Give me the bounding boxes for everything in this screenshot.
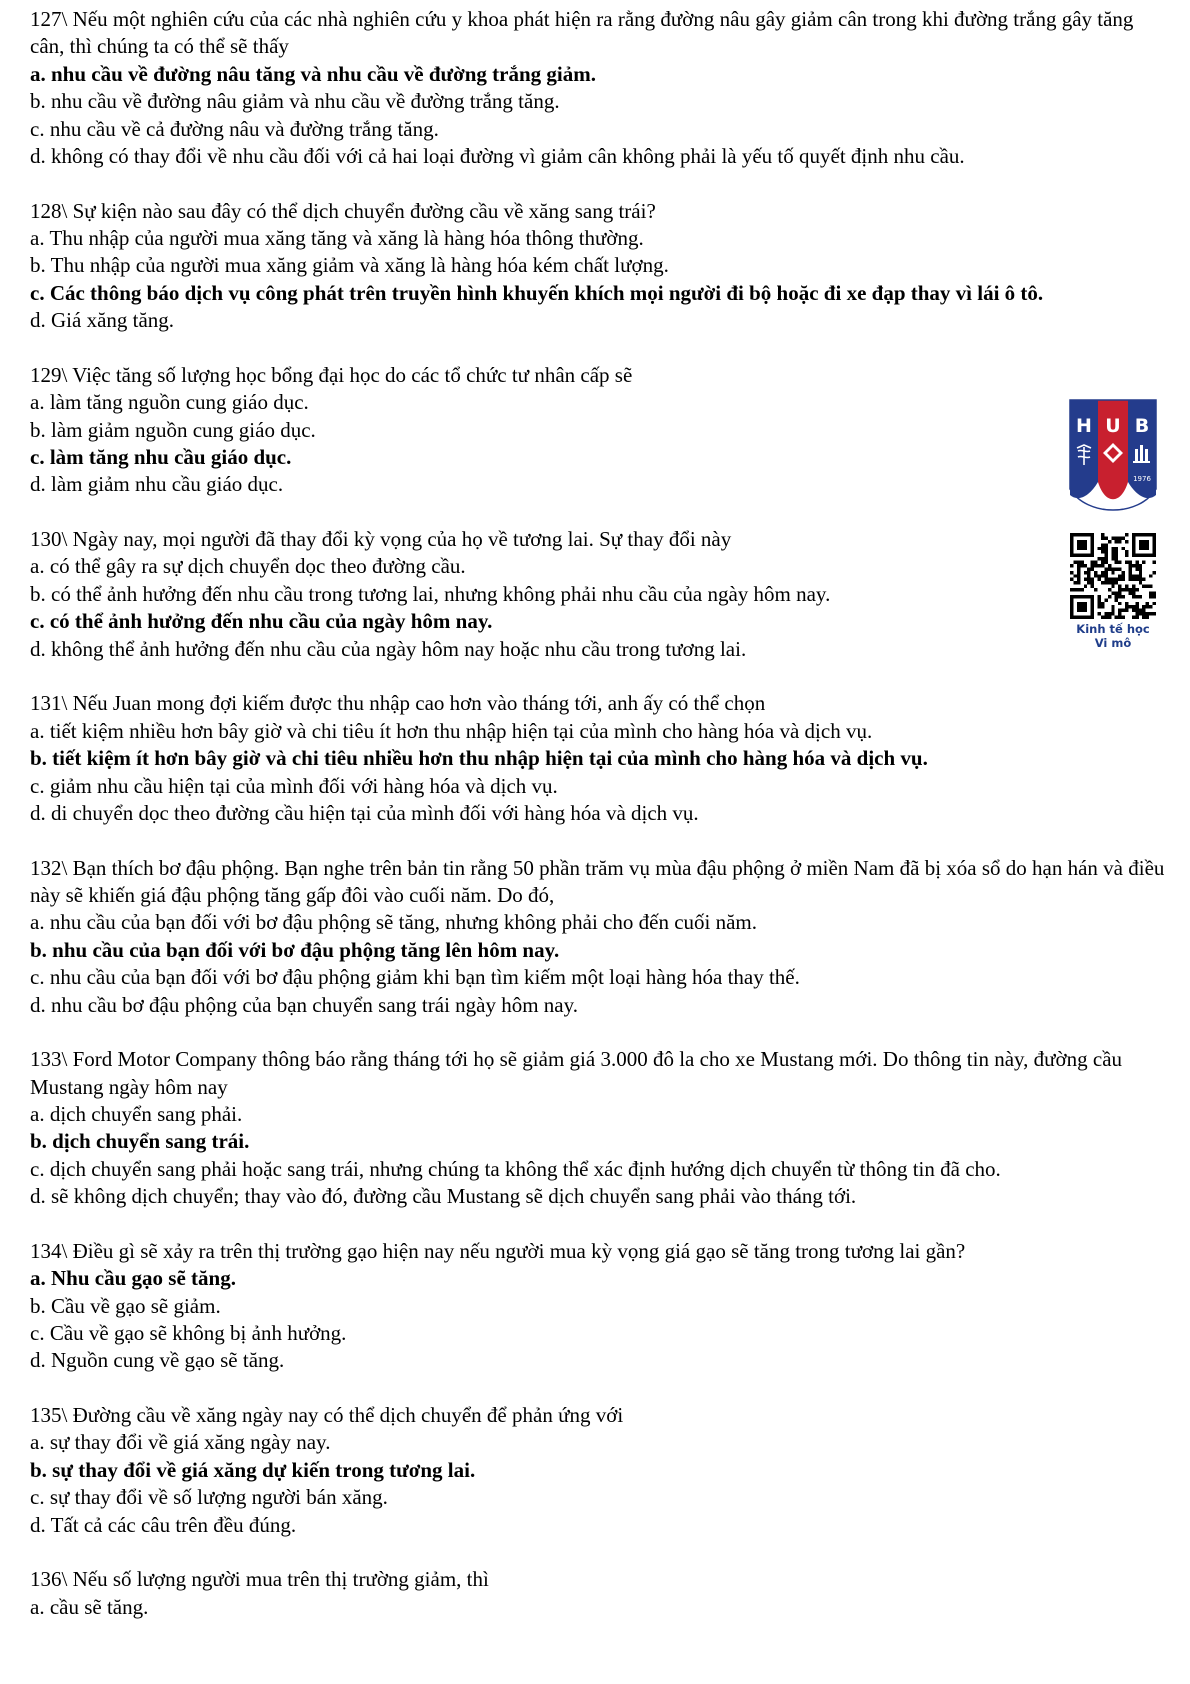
- answer-option: a. làm tăng nguồn cung giáo dục.: [30, 390, 309, 415]
- answer-option-correct: b. dịch chuyển sang trái.: [30, 1129, 250, 1154]
- answer-option: d. di chuyển dọc theo đường cầu hiện tại của mình đối với hàng hóa và dịch vụ.: [30, 800, 699, 825]
- answer-option: c. nhu cầu về cả đường nâu và đường trắng tăng.: [30, 116, 439, 141]
- question-block: [30, 1402, 1170, 1539]
- answer-option: b. Cầu về gạo sẽ giảm.: [30, 1293, 221, 1318]
- document-body: [30, 6, 1170, 1648]
- qr-caption: [1060, 622, 1166, 650]
- answer-option: d. làm giảm nhu cầu giáo dục.: [30, 472, 284, 497]
- answer-option-correct: a. nhu cầu về đường nâu tăng và nhu cầu về đường trắng giảm.: [30, 61, 596, 86]
- question-stem: 128\ Sự kiện nào sau đây có thể dịch chuyển đường cầu về xăng sang trái?: [30, 198, 656, 223]
- answer-option: d. nhu cầu bơ đậu phộng của bạn chuyển sang trái ngày hôm nay.: [30, 992, 579, 1017]
- logo-letter-h: H: [1076, 415, 1092, 437]
- hub-shield-icon: [1069, 399, 1157, 525]
- answer-option: d. không thể ảnh hưởng đến nhu cầu của ngày hôm nay hoặc nhu cầu trong tương lai.: [30, 636, 747, 661]
- question-block: [30, 362, 1170, 499]
- answer-option: a. Thu nhập của người mua xăng tăng và xăng là hàng hóa thông thường.: [30, 226, 644, 251]
- question-block: [30, 855, 1170, 1019]
- qr-code: [1070, 533, 1156, 619]
- answer-option-correct: b. sự thay đổi về giá xăng dự kiến trong tương lai.: [30, 1457, 476, 1482]
- answer-option: d. không có thay đổi về nhu cầu đối với cả hai loại đường vì giảm cân không phải là yếu tố quyết định nhu cầu.: [30, 144, 965, 169]
- answer-option: d. sẽ không dịch chuyển; thay vào đó, đường cầu Mustang sẽ dịch chuyển sang phải vào tháng tới.: [30, 1184, 857, 1209]
- question-stem: 130\ Ngày nay, mọi người đã thay đổi kỳ vọng của họ về tương lai. Sự thay đổi này: [30, 527, 732, 552]
- question-stem: 135\ Đường cầu về xăng ngày nay có thể dịch chuyển để phản ứng với: [30, 1402, 624, 1427]
- question-stem: 133\ Ford Motor Company thông báo rằng tháng tới họ sẽ giảm giá 3.000 đô la cho xe Mustang mới. Do thông tin này, đường cầu Mustang ngày hôm nay: [30, 1047, 1123, 1099]
- answer-option-correct: c. làm tăng nhu cầu giáo dục.: [30, 445, 292, 470]
- answer-option-correct: c. Các thông báo dịch vụ công phát trên truyền hình khuyến khích mọi người đi bộ hoặc đi xe đạp thay vì lái ô tô.: [30, 280, 1044, 305]
- question-block: [30, 1566, 1170, 1621]
- answer-option: b. làm giảm nguồn cung giáo dục.: [30, 417, 316, 442]
- answer-option: c. dịch chuyển sang phải hoặc sang trái, nhưng chúng ta không thể xác định hướng dịch chuyển từ thông tin đã cho.: [30, 1156, 1001, 1181]
- answer-option: b. nhu cầu về đường nâu giảm và nhu cầu về đường trắng tăng.: [30, 89, 560, 114]
- question-block: [30, 198, 1170, 335]
- question-block: [30, 690, 1170, 827]
- answer-option: a. có thể gây ra sự dịch chuyển dọc theo đường cầu.: [30, 554, 466, 579]
- answer-option: a. tiết kiệm nhiều hơn bây giờ và chi tiêu ít hơn thu nhập hiện tại của mình cho hàng hóa và dịch vụ.: [30, 718, 873, 743]
- logo-year: 1976: [1133, 475, 1151, 483]
- answer-option: a. sự thay đổi về giá xăng ngày nay.: [30, 1430, 331, 1455]
- answer-option: c. giảm nhu cầu hiện tại của mình đối với hàng hóa và dịch vụ.: [30, 773, 558, 798]
- question-block: [30, 526, 1170, 663]
- qr-caption-line-1: Kinh tế học: [1076, 622, 1150, 636]
- answer-option: c. sự thay đổi về số lượng người bán xăng.: [30, 1485, 388, 1510]
- question-stem: 127\ Nếu một nghiên cứu của các nhà nghiên cứu y khoa phát hiện ra rằng đường nâu gây giảm cân trong khi đường trắng gây tăng cân, thì chúng ta có thể sẽ thấy: [30, 7, 1134, 59]
- answer-option: a. cầu sẽ tăng.: [30, 1594, 149, 1619]
- answer-option: a. nhu cầu của bạn đối với bơ đậu phộng sẽ tăng, nhưng không phải cho đến cuối năm.: [30, 910, 758, 935]
- hub-logo: [1069, 399, 1157, 525]
- answer-option: c. nhu cầu của bạn đối với bơ đậu phộng giảm khi bạn tìm kiếm một loại hàng hóa thay thế.: [30, 965, 800, 990]
- answer-option-correct: a. Nhu cầu gạo sẽ tăng.: [30, 1266, 236, 1291]
- answer-option-correct: b. tiết kiệm ít hơn bây giờ và chi tiêu nhiều hơn thu nhập hiện tại của mình cho hàng hóa và dịch vụ.: [30, 746, 928, 771]
- answer-option-correct: c. có thể ảnh hưởng đến nhu cầu của ngày hôm nay.: [30, 609, 493, 634]
- answer-option: b. có thể ảnh hưởng đến nhu cầu trong tương lai, nhưng không phải nhu cầu của ngày hôm nay.: [30, 581, 831, 606]
- answer-option: b. Thu nhập của người mua xăng giảm và xăng là hàng hóa kém chất lượng.: [30, 253, 669, 278]
- qr-caption-line-2: Vi mô: [1094, 636, 1132, 650]
- question-block: [30, 6, 1170, 170]
- question-block: [30, 1238, 1170, 1375]
- question-stem: 134\ Điều gì sẽ xảy ra trên thị trường gạo hiện nay nếu người mua kỳ vọng giá gạo sẽ tăng trong tương lai gần?: [30, 1238, 966, 1263]
- question-block: [30, 1046, 1170, 1210]
- answer-option-correct: b. nhu cầu của bạn đối với bơ đậu phộng tăng lên hôm nay.: [30, 937, 560, 962]
- logo-letter-b: B: [1134, 415, 1150, 437]
- question-stem: 131\ Nếu Juan mong đợi kiếm được thu nhập cao hơn vào tháng tới, anh ấy có thể chọn: [30, 691, 766, 716]
- answer-option: d. Giá xăng tăng.: [30, 308, 175, 333]
- answer-option: a. dịch chuyển sang phải.: [30, 1101, 243, 1126]
- logo-letter-u: U: [1105, 415, 1121, 437]
- question-stem: 129\ Việc tăng số lượng học bổng đại học do các tổ chức tư nhân cấp sẽ: [30, 362, 633, 387]
- answer-option: c. Cầu về gạo sẽ không bị ảnh hưởng.: [30, 1320, 347, 1345]
- question-stem: 132\ Bạn thích bơ đậu phộng. Bạn nghe trên bản tin rằng 50 phần trăm vụ mùa đậu phộng ở miền Nam đã bị xóa sổ do hạn hán và điều này sẽ khiến giá đậu phộng tăng gấp đôi vào cuối năm. Do đó,: [30, 855, 1165, 907]
- answer-option: d. Nguồn cung về gạo sẽ tăng.: [30, 1348, 285, 1373]
- question-stem: 136\ Nếu số lượng người mua trên thị trường giảm, thì: [30, 1567, 489, 1592]
- answer-option: d. Tất cả các câu trên đều đúng.: [30, 1512, 297, 1537]
